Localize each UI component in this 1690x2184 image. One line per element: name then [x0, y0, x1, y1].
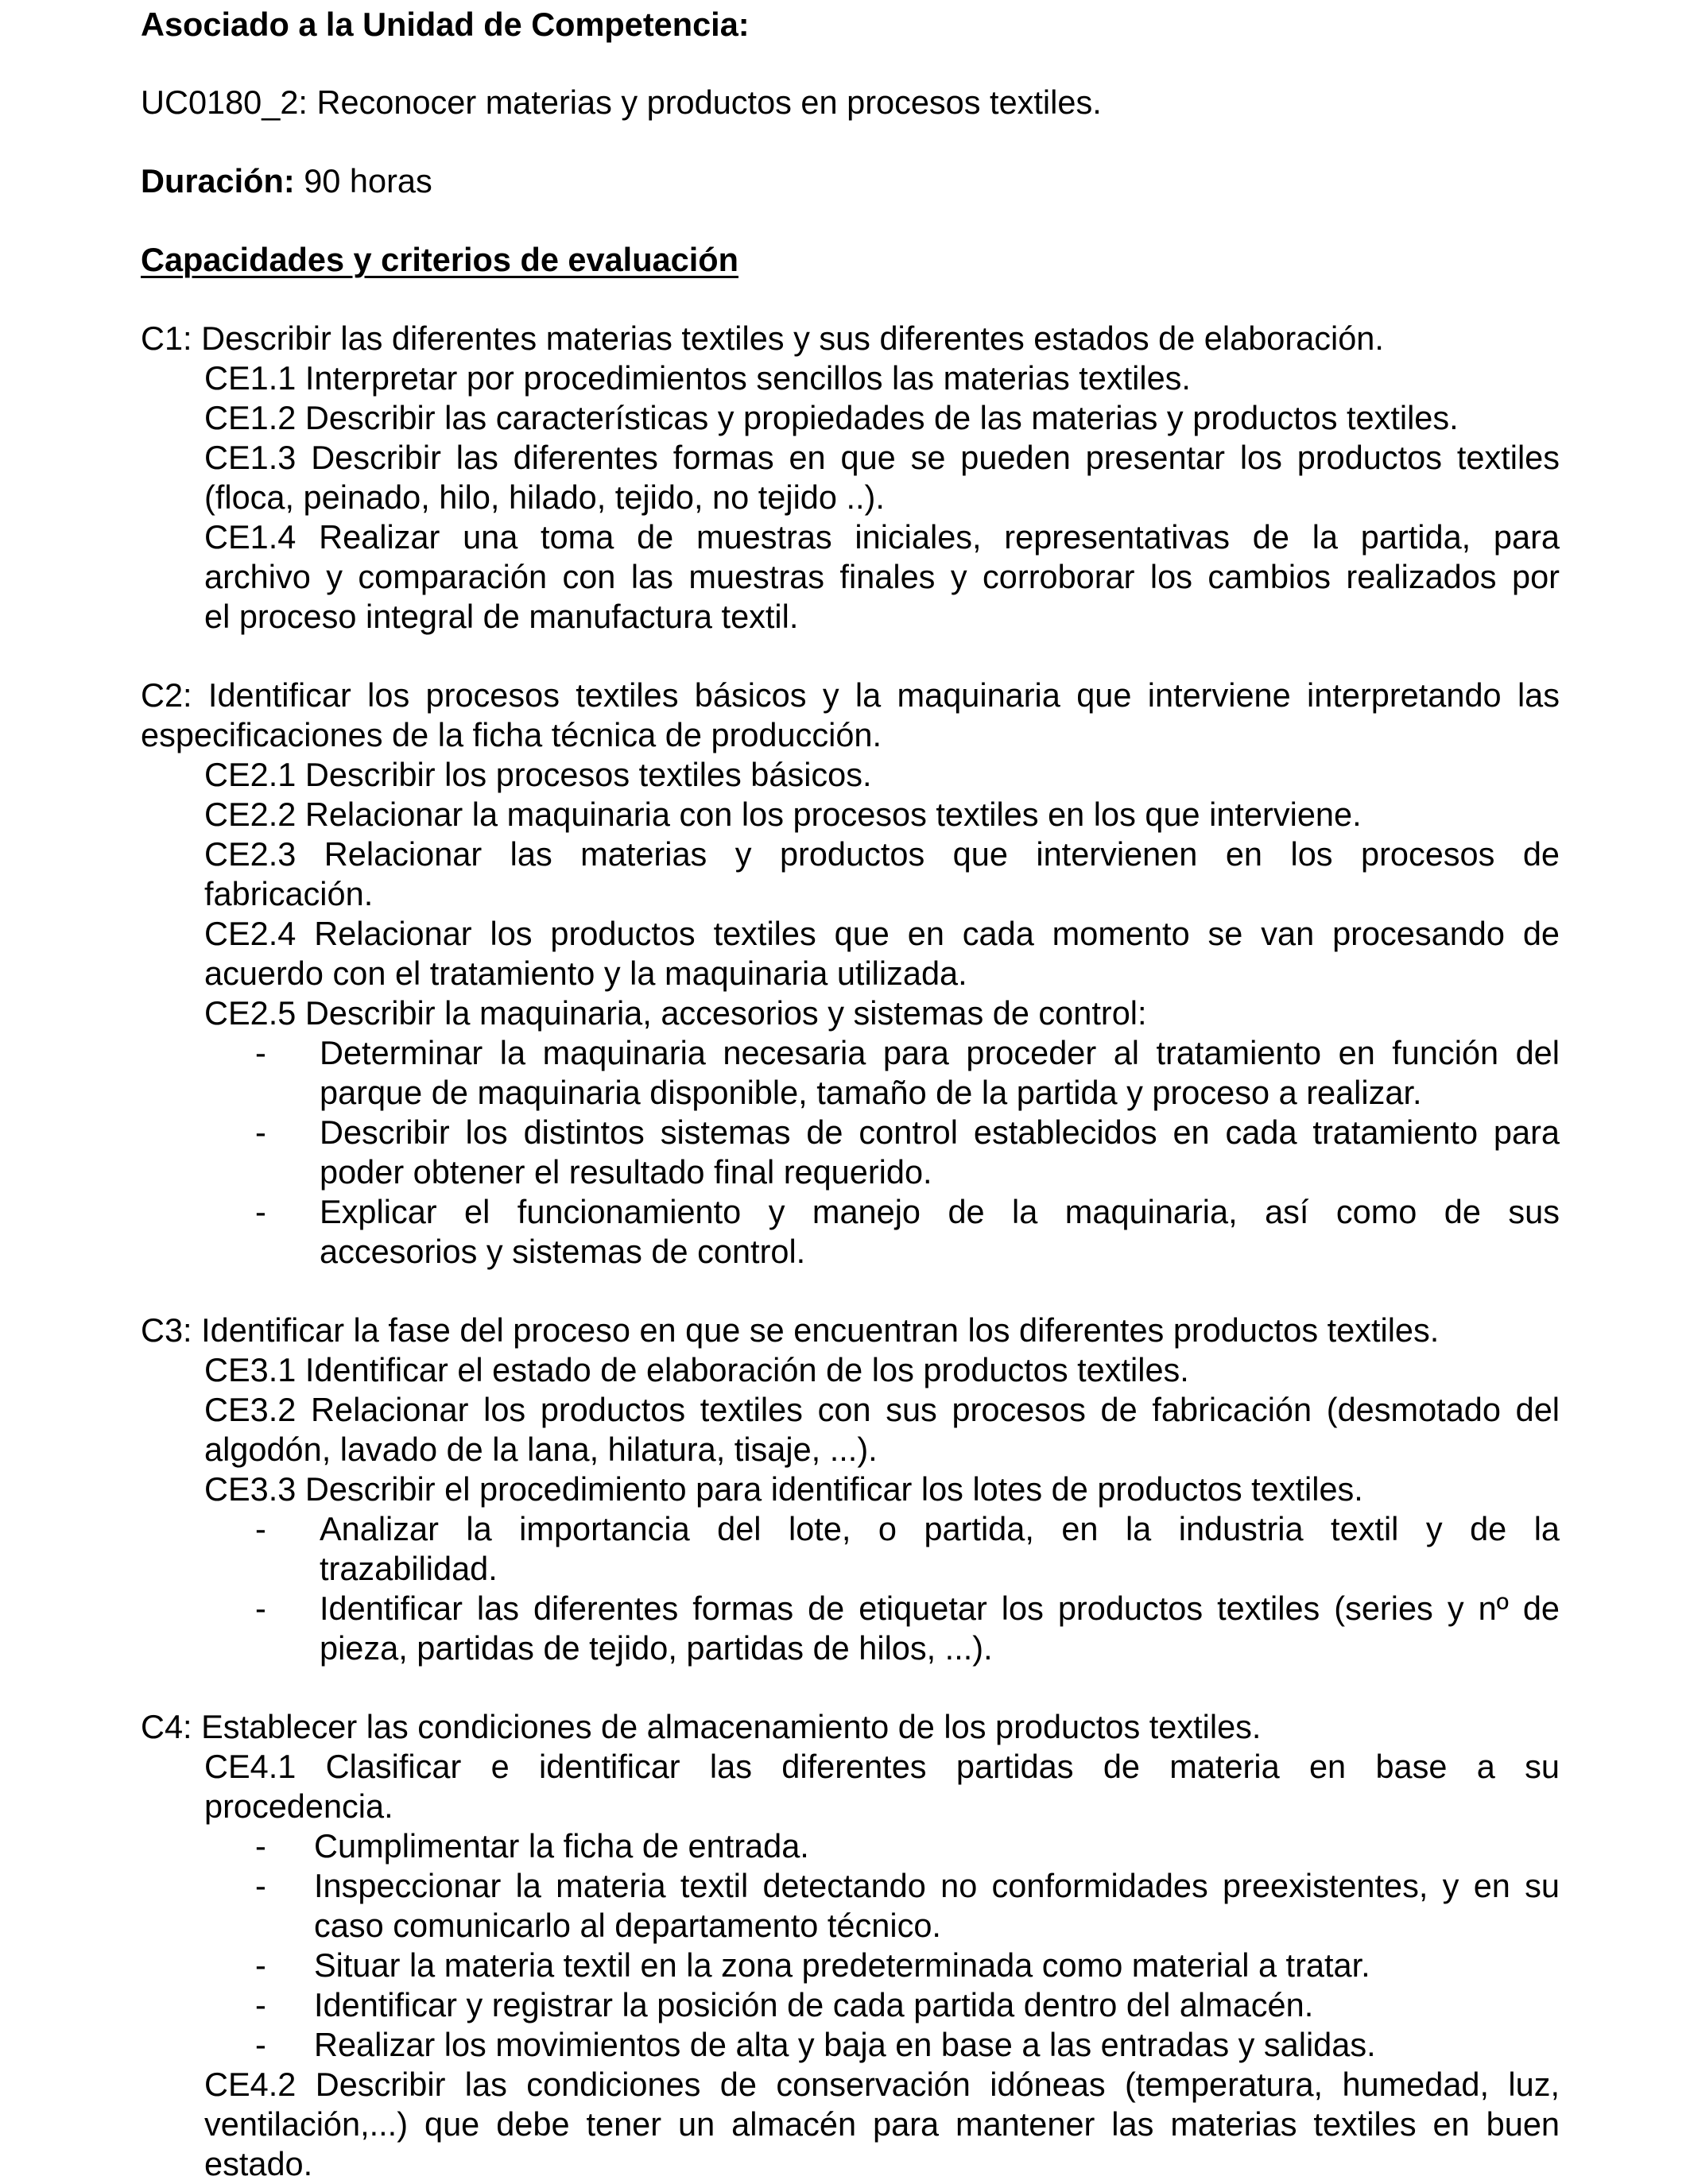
- bullet-item-cont: trazabilidad.: [320, 1550, 498, 1587]
- criterion-ce2-2: CE2.2 Relacionar la maquinaria con los procesos textiles en los que interviene.: [204, 796, 1362, 833]
- criterion-ce3-3: CE3.3 Describir el procedimiento para identificar los lotes de productos textiles.: [204, 1470, 1363, 1508]
- criterion-ce3-1: CE3.1 Identificar el estado de elaboración de los productos textiles.: [204, 1351, 1189, 1388]
- criterion-ce4-1-cont: procedencia.: [204, 1787, 393, 1825]
- criterion-ce2-3-cont: fabricación.: [204, 875, 374, 912]
- criterion-ce1-4-cont: archivo y comparación con las muestras finales y corroborar los cambios realizados por: [204, 558, 1560, 595]
- duration-value: 90 horas: [294, 162, 432, 199]
- criterion-ce1-2: CE1.2 Describir las características y propiedades de las materias y productos textiles.: [204, 399, 1459, 436]
- bullet-item: Inspeccionar la materia textil detectando no conformidades preexistentes, y en su: [314, 1867, 1560, 1904]
- unit-heading: Asociado a la Unidad de Competencia:: [141, 6, 750, 43]
- bullet-item: Identificar las diferentes formas de etiquetar los productos textiles (series y nº de: [320, 1590, 1560, 1627]
- criterion-ce2-1: CE2.1 Describir los procesos textiles básicos.: [204, 756, 872, 793]
- criterion-ce1-1: CE1.1 Interpretar por procedimientos sencillos las materias textiles.: [204, 359, 1191, 397]
- bullet-item: Realizar los movimientos de alta y baja en base a las entradas y salidas.: [314, 2026, 1376, 2063]
- bullet-marker: -: [255, 2026, 266, 2063]
- bullet-marker: -: [255, 1827, 266, 1865]
- bullet-item: Situar la materia textil en la zona predeterminada como material a tratar.: [314, 1946, 1370, 1984]
- criterion-ce2-5: CE2.5 Describir la maquinaria, accesorios y sistemas de control:: [204, 994, 1147, 1032]
- bullet-item-cont: poder obtener el resultado final requerido.: [320, 1153, 932, 1191]
- bullet-item: Describir los distintos sistemas de control establecidos en cada tratamiento para: [320, 1113, 1560, 1151]
- capacity-c3-title: C3: Identificar la fase del proceso en que se encuentran los diferentes productos textiles.: [141, 1311, 1440, 1349]
- bullet-marker: -: [255, 1510, 266, 1547]
- bullet-marker: -: [255, 1946, 266, 1984]
- bullet-marker: -: [255, 1034, 266, 1071]
- duration-label: Duración:: [141, 162, 295, 199]
- bullet-item: Identificar y registrar la posición de cada partida dentro del almacén.: [314, 1986, 1314, 2023]
- capacity-c1-title: C1: Describir las diferentes materias textiles y sus diferentes estados de elaboración.: [141, 319, 1384, 357]
- criterion-ce3-2-cont: algodón, lavado de la lana, hilatura, tisaje, ...).: [204, 1431, 878, 1468]
- criterion-ce4-1: CE4.1 Clasificar e identificar las diferentes partidas de materia en base a su: [204, 1748, 1560, 1785]
- criterion-ce1-4-end: el proceso integral de manufactura textil.: [204, 598, 799, 635]
- bullet-marker: -: [255, 1867, 266, 1904]
- bullet-marker: -: [255, 1590, 266, 1627]
- bullet-marker: -: [255, 1986, 266, 2023]
- bullet-item-cont: accesorios y sistemas de control.: [320, 1233, 806, 1270]
- bullet-item: Explicar el funcionamiento y manejo de la maquinaria, así como de sus: [320, 1193, 1560, 1230]
- criterion-ce4-2-cont: ventilación,...) que debe tener un almacén para mantener las materias textiles en buen: [204, 2105, 1560, 2143]
- bullet-item-cont: parque de maquinaria disponible, tamaño de la partida y proceso a realizar.: [320, 1074, 1422, 1111]
- bullet-marker: -: [255, 1113, 266, 1151]
- bullet-item: Cumplimentar la ficha de entrada.: [314, 1827, 809, 1865]
- bullet-item-cont: caso comunicarlo al departamento técnico.: [314, 1907, 941, 1944]
- bullet-item: Analizar la importancia del lote, o partida, en la industria textil y de la: [320, 1510, 1560, 1547]
- capacity-c2-title: C2: Identificar los procesos textiles básicos y la maquinaria que interviene interpretando las: [141, 676, 1560, 714]
- capacity-c2-title-cont: especificaciones de la ficha técnica de producción.: [141, 716, 882, 753]
- unit-code-line: UC0180_2: Reconocer materias y productos en procesos textiles.: [141, 83, 1102, 121]
- criterion-ce1-4: CE1.4 Realizar una toma de muestras iniciales, representativas de la partida, para: [204, 518, 1560, 556]
- criterion-ce1-3-cont: (floca, peinado, hilo, hilado, tejido, no tejido ..).: [204, 478, 885, 516]
- criterion-ce4-2-end: estado.: [204, 2145, 313, 2182]
- duration-line: [141, 161, 1560, 201]
- criterion-ce2-3: CE2.3 Relacionar las materias y productos que intervienen en los procesos de: [204, 835, 1560, 873]
- bullet-item: Determinar la maquinaria necesaria para proceder al tratamiento en función del: [320, 1034, 1560, 1071]
- criterion-ce1-3: CE1.3 Describir las diferentes formas en que se pueden presentar los productos textiles: [204, 439, 1560, 476]
- criterion-ce3-2: CE3.2 Relacionar los productos textiles con sus procesos de fabricación (desmotado del: [204, 1391, 1560, 1428]
- criterion-ce4-2: CE4.2 Describir las condiciones de conservación idóneas (temperatura, humedad, luz,: [204, 2066, 1560, 2103]
- criterion-ce2-4-cont: acuerdo con el tratamiento y la maquinaria utilizada.: [204, 955, 967, 992]
- section-title: [141, 240, 1560, 280]
- bullet-item-cont: pieza, partidas de tejido, partidas de hilos, ...).: [320, 1629, 993, 1667]
- criterion-ce2-4: CE2.4 Relacionar los productos textiles que en cada momento se van procesando de: [204, 915, 1560, 952]
- bullet-marker: -: [255, 1193, 266, 1230]
- section-title-text: Capacidades y criterios de evaluación: [141, 241, 738, 278]
- capacity-c4-title: C4: Establecer las condiciones de almacenamiento de los productos textiles.: [141, 1708, 1262, 1745]
